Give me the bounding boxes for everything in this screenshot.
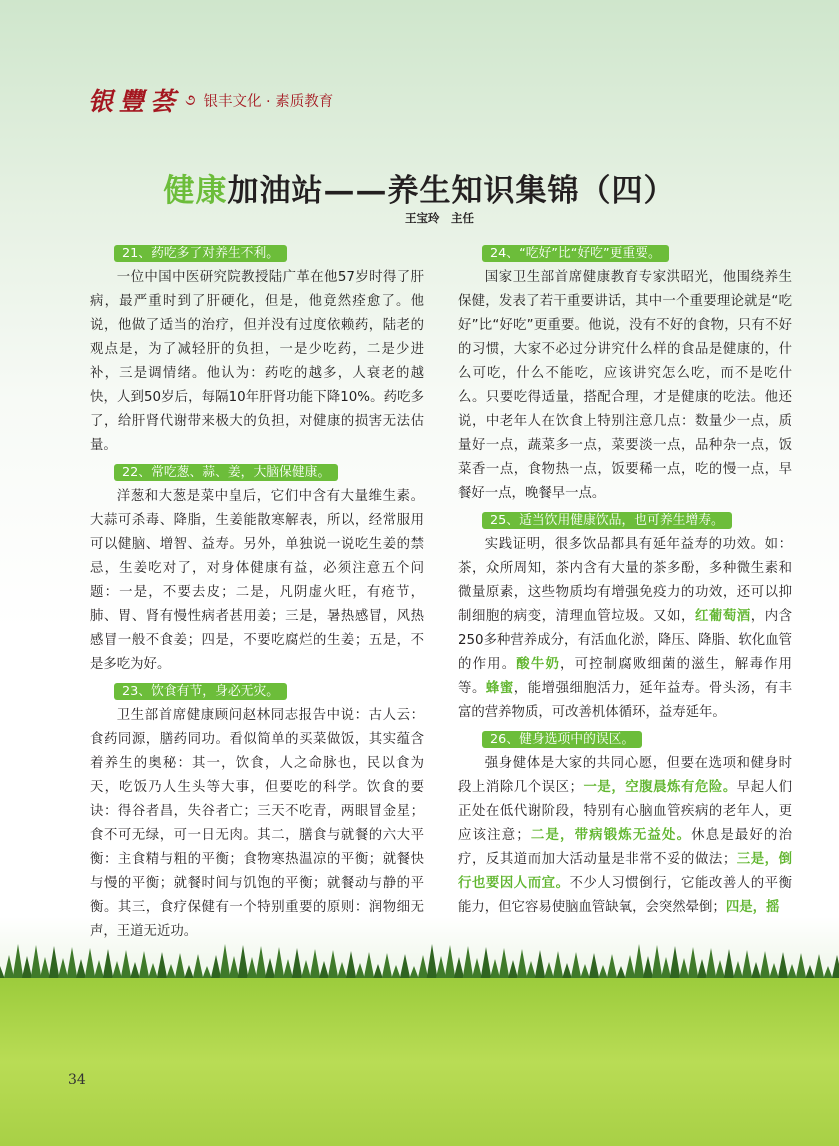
tree bbox=[741, 950, 753, 982]
body-text: ，能增强细胞活力，延年益寿。骨头汤，有丰富的营养物质，可改善机体循环，益寿延年。 bbox=[458, 681, 793, 720]
tree bbox=[444, 945, 456, 982]
section-heading: 26、健身选项中的误区。 bbox=[482, 731, 642, 748]
highlighted-text: 一是，空腹晨炼有危险。 bbox=[582, 780, 737, 795]
body-text: 早起人们正处在低代谢阶段，特别有心脑血管疾病的老年人，更应该注意； bbox=[458, 780, 793, 843]
tree bbox=[273, 947, 285, 982]
tree bbox=[84, 948, 96, 982]
paragraph bbox=[458, 266, 792, 506]
grass-landscape bbox=[0, 940, 839, 1146]
highlighted-text: 红葡萄酒 bbox=[694, 609, 751, 624]
tree bbox=[795, 953, 807, 982]
swirl-icon: ૭ bbox=[185, 91, 196, 109]
tree bbox=[777, 952, 789, 982]
highlighted-text: 四是，摇 bbox=[725, 900, 780, 915]
tree bbox=[363, 952, 375, 982]
tree bbox=[255, 946, 267, 982]
page-number: 34 bbox=[68, 1072, 86, 1088]
tree bbox=[570, 952, 582, 982]
tree bbox=[669, 946, 681, 982]
tree bbox=[237, 945, 249, 982]
author: 王宝玲 主任 bbox=[405, 211, 474, 225]
title-rest: 加油站——养生知识集锦（四） bbox=[227, 173, 676, 209]
paragraph bbox=[458, 533, 792, 725]
tree bbox=[723, 949, 735, 982]
body-text: 实践证明，很多饮品都具有延年益寿的功效。如：茶，众所周知，茶内含有大量的茶多酚，多种微生素和微量原素，这些物质均有增强免疫力的功效，还可以抑制细胞的病变，清理血管垃圾。又如， bbox=[458, 537, 792, 624]
tree bbox=[120, 950, 132, 982]
tree bbox=[219, 944, 231, 982]
tree bbox=[462, 946, 474, 982]
highlighted-text: 酸牛奶 bbox=[516, 657, 561, 672]
tree bbox=[534, 950, 546, 982]
section-heading: 23、饮食有节，身必无灾。 bbox=[114, 683, 287, 700]
right-column bbox=[458, 242, 792, 923]
tree bbox=[66, 947, 78, 982]
paragraph bbox=[458, 752, 792, 920]
paragraph bbox=[90, 266, 424, 458]
tree bbox=[705, 948, 717, 982]
tree bbox=[426, 944, 438, 982]
body-text: ，可控制腐败细菌的滋生，解毒作用等。 bbox=[458, 657, 793, 696]
tree bbox=[327, 950, 339, 982]
tree bbox=[174, 953, 186, 982]
tree bbox=[156, 952, 168, 982]
section-heading: 24、“吃好”比“好吃”更重要。 bbox=[482, 245, 669, 262]
tree bbox=[48, 946, 60, 982]
body-text: 不少人习惯倒行，它能改善人的平衡能力，但它容易使脑血管缺氧，会突然晕倒； bbox=[458, 876, 792, 915]
tree bbox=[516, 949, 528, 982]
section-heading: 25、适当饮用健康饮品，也可养生增寿。 bbox=[482, 512, 732, 529]
tree bbox=[345, 951, 357, 982]
tree bbox=[30, 945, 42, 982]
highlighted-text: 三是，倒行也要因人而宜。 bbox=[458, 852, 793, 891]
body-text: 强身健体是大家的共同心愿，但要在选项和健身时段上消除几个误区； bbox=[458, 756, 792, 795]
tree bbox=[138, 951, 150, 982]
magazine-logo: 银豐荟 bbox=[88, 87, 182, 116]
paragraph bbox=[90, 704, 424, 944]
tree bbox=[498, 948, 510, 982]
body-text: ，内含250多种营养成分，有活血化淤，降压、降脂、软化血管的作用。 bbox=[458, 609, 793, 672]
body-text: 一位中国中医研究院教授陆广革在他57岁时得了肝病，最严重时到了肝硬化，但是，他竟然痊愈了。他说，他做了适当的治疗，但并没有过度依赖药，陆老的观点是，为了减轻肝的负担，一是少吃药，二是少进补，三是调情绪。他认为：药吃的越多，人衰老的越快，人到50岁后，每隔10年肝肾功能下降10%。药吃多了，给肝肾代谢带来极大的负担，对健康的损害无法估量。 bbox=[90, 270, 424, 453]
tree bbox=[192, 954, 204, 982]
tree bbox=[651, 945, 663, 982]
body-text: 国家卫生部首席健康教育专家洪昭光，他围绕养生保健，发表了若干重要讲话，其中一个重要理论就是“吃好”比“好吃”更重要。他说，没有不好的食物，只有不好的习惯，大家不必过分讲究什么样的食品是健康的，什么可吃，什么不能吃，应该讲究怎么吃，而不是吃什么。只要吃得适量，搭配合理，才是健康的吃法。他还说，中老年人在饮食上特别注意几点：数量少一点，质量好一点，蔬菜多一点，菜要淡一点，品种杂一点，饭菜香一点，食物热一点，饭要稀一点，吃的慢一点，早餐好一点，晚餐早一点。 bbox=[458, 270, 792, 501]
tree bbox=[588, 953, 600, 982]
tree bbox=[399, 954, 411, 982]
section-heading: 21、药吃多了对养生不利。 bbox=[114, 245, 287, 262]
highlighted-text: 蜂蜜 bbox=[485, 681, 514, 696]
tree bbox=[759, 951, 771, 982]
tagline: 银丰文化 · 素质教育 bbox=[203, 93, 334, 110]
tree bbox=[309, 949, 321, 982]
tree bbox=[633, 944, 645, 982]
tree bbox=[291, 948, 303, 982]
body-text: 休息是最好的治疗，反其道而加大活动量是非常不妥的做法； bbox=[458, 828, 793, 867]
paragraph bbox=[90, 485, 424, 677]
title-highlight: 健康 bbox=[163, 173, 228, 209]
tree bbox=[552, 951, 564, 982]
tree bbox=[831, 955, 839, 982]
body-text: 卫生部首席健康顾问赵林同志报告中说：古人云：食药同源，膳药同功。看似简单的买菜做饭，其实蕴含着养生的奥秘：其一，饮食，人之命脉也，民以食为天，吃饭乃人生头等大事，但要吃的科学。饮食的要诀：得谷者昌，失谷者亡；三天不吃青，两眼冒金星；食不可无绿，可一日无肉。其二，膳食与就餐的六大平衡：主食精与粗的平衡；食物寒热温凉的平衡；就餐快与慢的平衡；就餐时间与饥饱的平衡；就餐动与静的平衡。其三，食疗保健有一个特别重要的原则：润物细无声，王道无近功。 bbox=[90, 708, 424, 939]
highlighted-text: 二是，带病锻炼无益处。 bbox=[529, 828, 692, 843]
tree bbox=[606, 954, 618, 982]
section-heading: 22、常吃葱、蒜、姜，大脑保健康。 bbox=[114, 464, 338, 481]
left-column bbox=[90, 242, 424, 947]
tree bbox=[480, 947, 492, 982]
magazine-header bbox=[88, 82, 333, 118]
body-text: 洋葱和大葱是菜中皇后，它们中含有大量维生素。大蒜可杀毒、降脂，生姜能散寒解表，所以，经常服用可以健脑、增智、益寿。另外，单独说一说吃生姜的禁忌，生姜吃对了，对身体健康有益，必须注意五个问题：一是，不要去皮；二是，凡阴虚火旺，有疮节，肺、胃、肾有慢性病者甚用姜；三是，暑热感冒，风热感冒一般不食姜；四是，不要吃腐烂的生姜；五是，不是多吃为好。 bbox=[90, 489, 424, 672]
tree bbox=[102, 949, 114, 982]
tree bbox=[687, 947, 699, 982]
tree bbox=[381, 953, 393, 982]
tree bbox=[813, 954, 825, 982]
article-title bbox=[0, 165, 839, 210]
tree bbox=[12, 944, 24, 982]
